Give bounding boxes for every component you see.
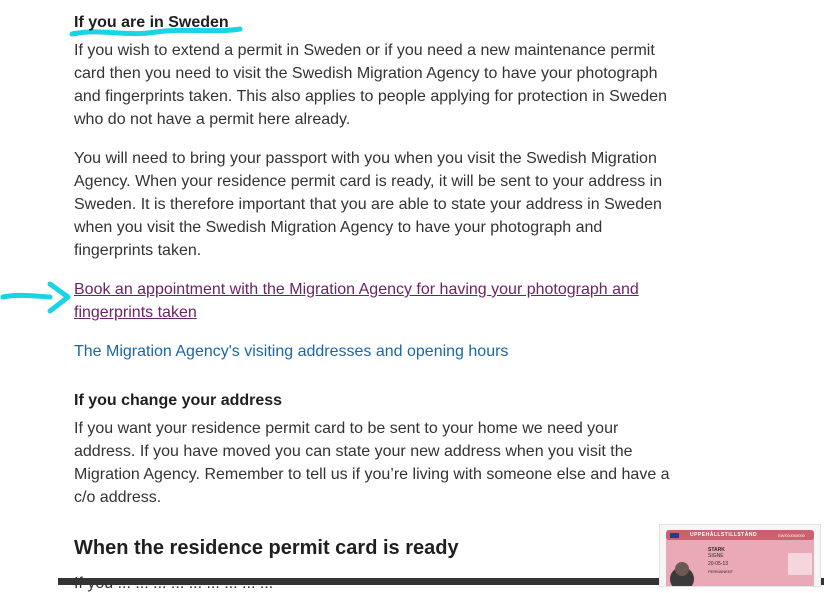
permit-card-date: 20-05-13 [708,561,729,567]
arrow-annotation-icon [0,280,80,318]
permit-card-header: UPPEHÅLLSTILLSTÅND [690,532,758,538]
heading-if-in-sweden: If you are in Sweden [74,14,229,31]
link-book-appointment[interactable]: Book an appointment with the Migration Agency for having your photograph and fingerprints taken [74,281,639,321]
article-content [74,13,684,561]
permit-card-given-name: SIGNE [708,553,724,559]
heading-change-address: If you change your address [74,392,283,409]
paragraph-extend-permit: If you wish to extend a permit in Sweden or if you need a new maintenance permit card then you need to visit the Swedish Migration Agency to have your photograph and fingerprints taken. This also applies to people applying for protection in Sweden who do not have a permit here already. [74,42,667,128]
paragraph-bring-passport: You will need to bring your passport with you when you visit the Swedish Migration Agency. When your residence permit card is ready, it will be sent to your address in Sweden. It is therefore important that you are able to state your address in Sweden when you visit the Swedish Migration Agency to have your photograph and fingerprints taken. [74,150,663,259]
link-visiting-addresses[interactable]: The Migration Agency's visiting addresses and opening hours [74,343,509,360]
permit-card-surname: STARK [708,547,725,553]
residence-permit-card-image [659,524,821,587]
permit-card-number: SWE00000000 [778,533,805,538]
permit-card-type: PERMANENT [708,569,734,574]
heading-card-ready: When the residence permit card is ready [74,537,459,559]
paragraph-change-address: If you want your residence permit card to be sent to your home we need your address. If you have moved you can state your new address when you visit the Migration Agency. Remember to tell us if you’re living with someone else and have a c/o address. [74,420,670,506]
